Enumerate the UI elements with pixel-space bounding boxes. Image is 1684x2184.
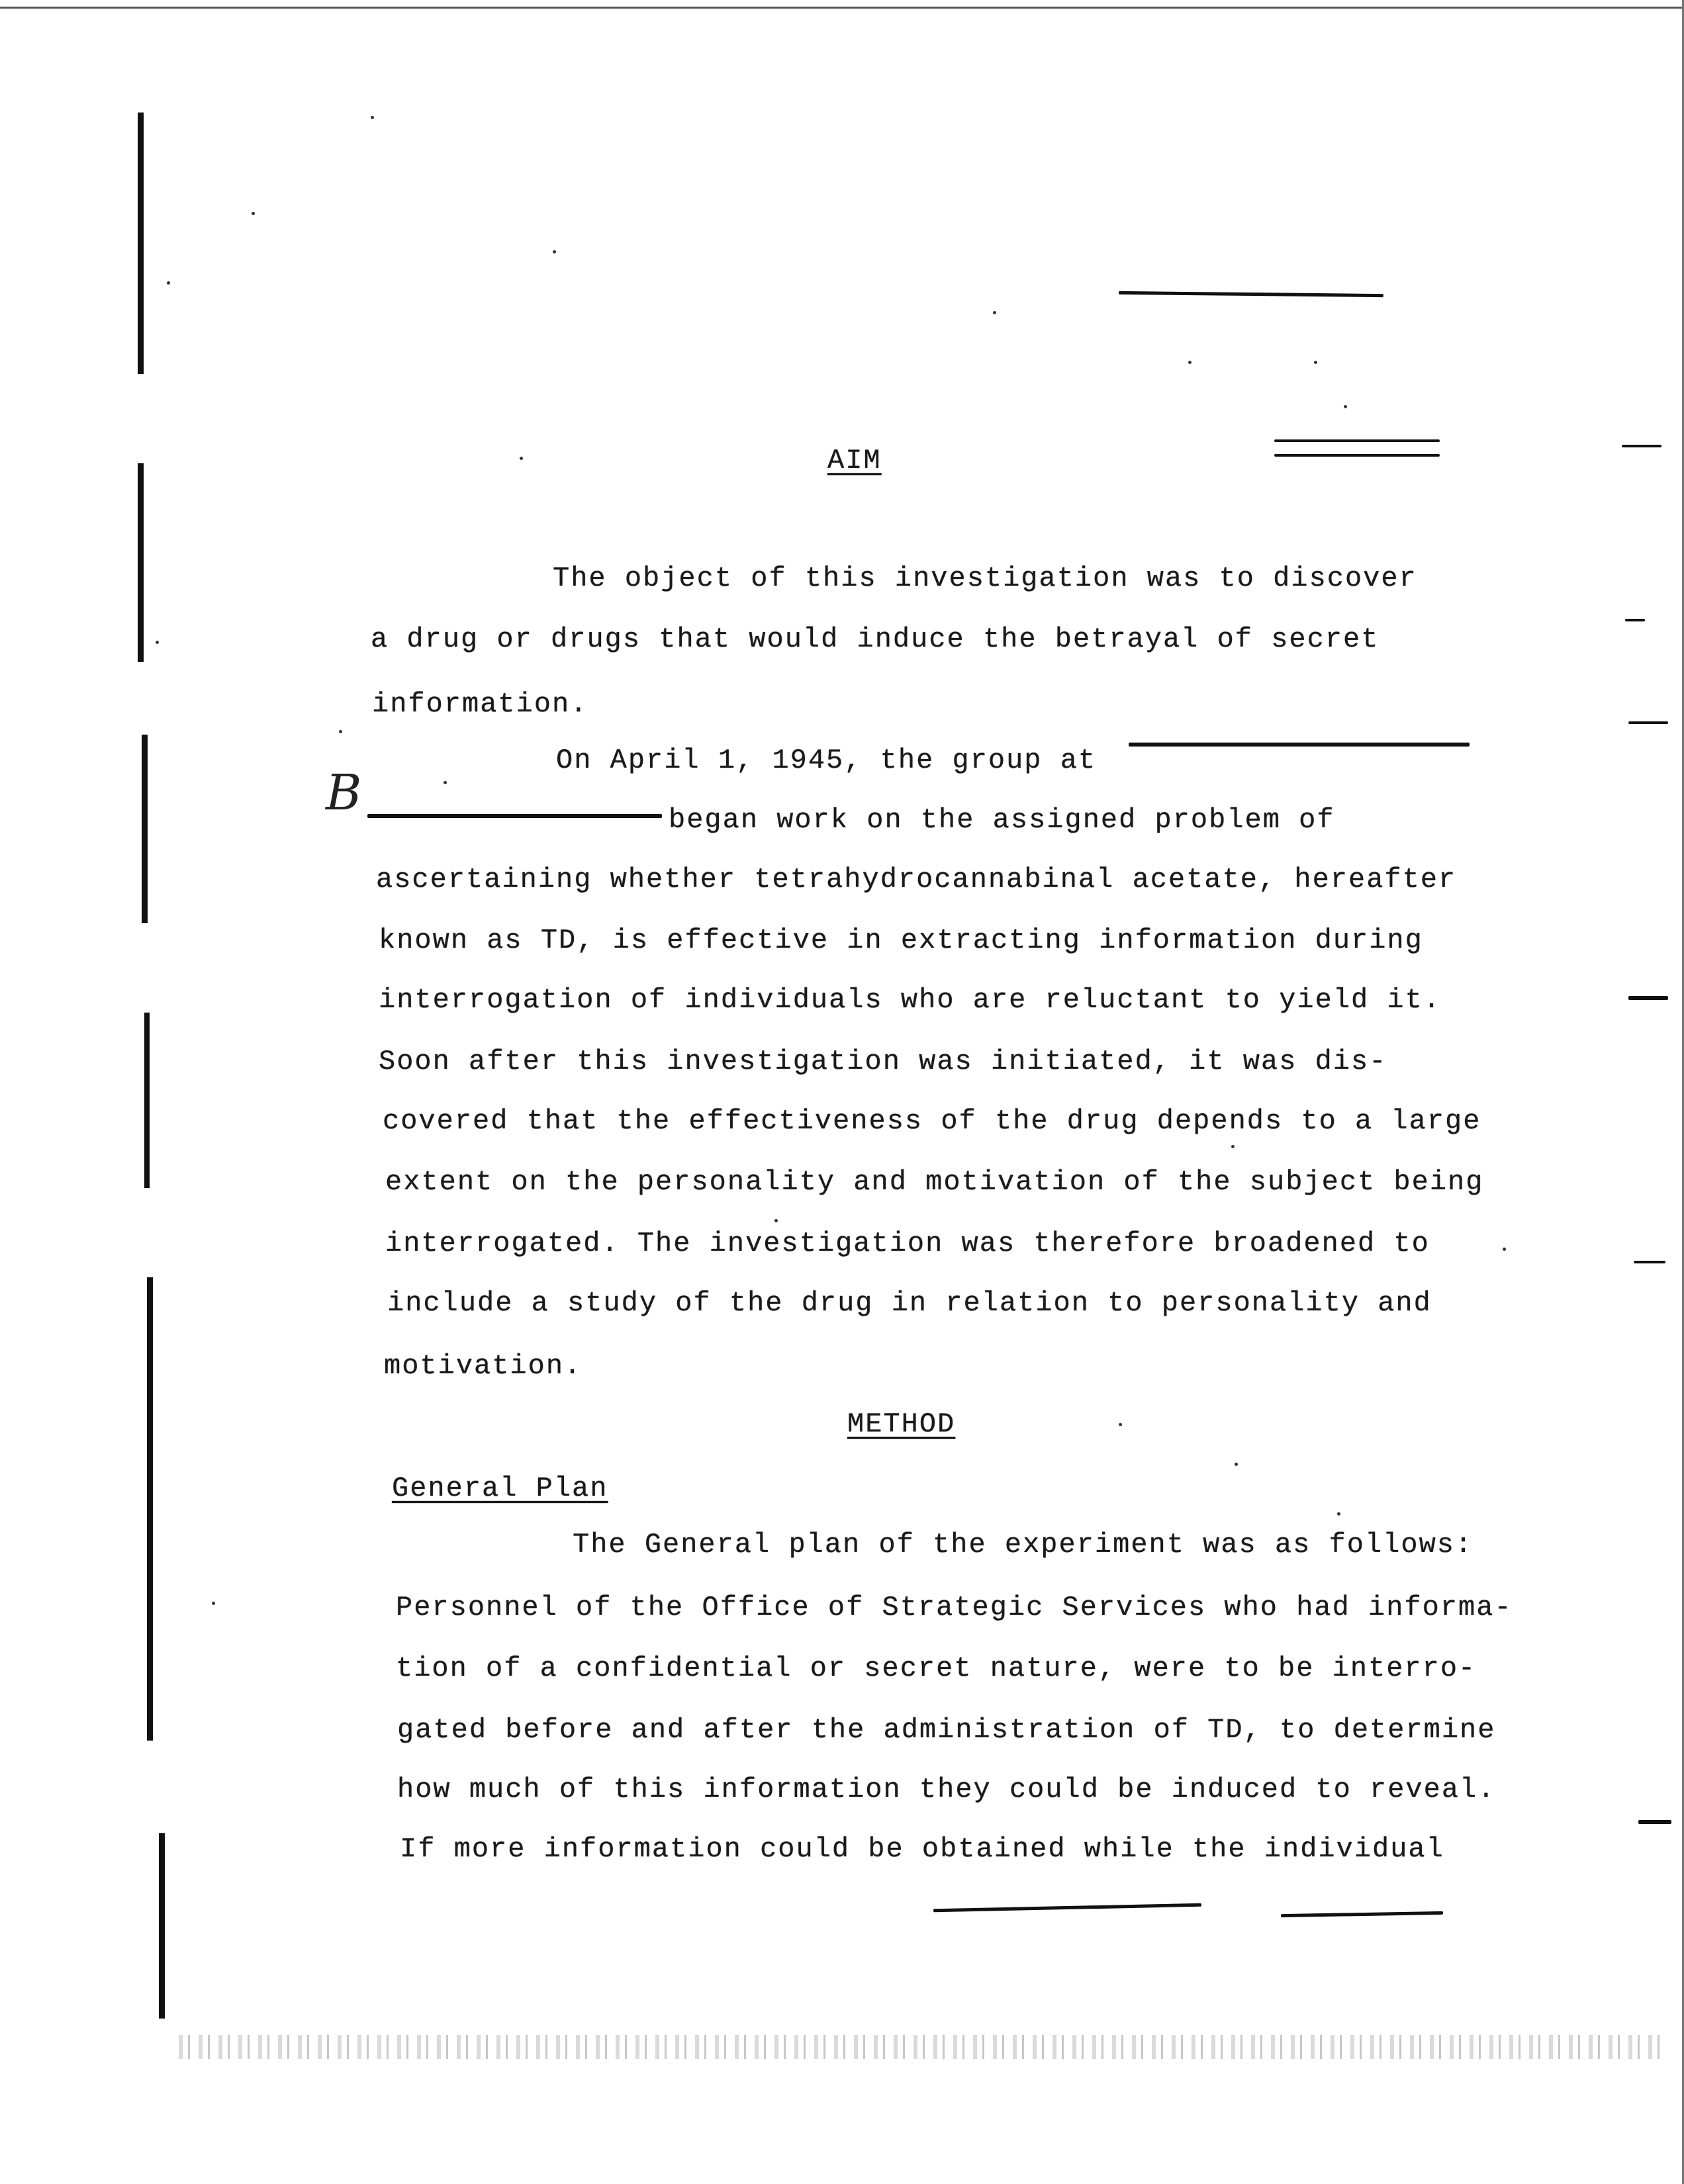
margin-bar [144,1013,150,1188]
speck [444,781,447,784]
speck [553,250,556,253]
edge-tick [1628,996,1668,1000]
paragraph-line: If more information could be obtained while the individual [400,1833,1444,1865]
paragraph-line: a drug or drugs that would induce the betrayal of secret [371,623,1380,655]
margin-bar [147,1277,153,1741]
paragraph-line: interrogated. The investigation was therefore broadened to [385,1228,1430,1259]
margin-bar [159,1833,165,2019]
paragraph-line: how much of this information they could be induced to reveal. [397,1774,1496,1805]
aim-heading: AIM [827,445,882,477]
redaction-line [367,814,662,818]
redaction-line [933,1903,1201,1912]
paragraph-line: On April 1, 1945, the group at [556,745,1097,776]
speck [252,212,255,215]
paragraph-line: information. [372,688,588,720]
paragraph-line: include a study of the drug in relation to personality and [387,1287,1432,1319]
method-heading: METHOD [847,1408,956,1440]
paragraph-line: Personnel of the Office of Strategic Services who had informa- [396,1592,1513,1623]
margin-bar [138,113,144,374]
paragraph-line: began work on the assigned problem of [669,804,1335,836]
paragraph-line: known as TD, is effective in extracting information during [379,925,1423,956]
paragraph-line: tion of a confidential or secret nature, were to be interro- [396,1653,1477,1684]
general-plan-subheading: General Plan [392,1473,608,1504]
speck [1235,1463,1238,1466]
edge-tick [1625,619,1645,621]
speck [167,281,170,285]
speck [156,641,159,644]
speck [993,311,996,314]
speck [1314,361,1317,364]
speck [1337,1512,1340,1516]
redaction-line [1119,291,1383,297]
redaction-line [1274,454,1440,457]
paragraph-line: ascertaining whether tetrahydrocannabinal acetate, hereafter [376,864,1457,895]
paragraph-line: covered that the effectiveness of the drug depends to a large [383,1105,1481,1137]
paragraph-line: extent on the personality and motivation of the subject being [385,1166,1484,1198]
speck [1188,361,1192,364]
paragraph-line: motivation. [384,1350,583,1382]
margin-handwritten-mark: B [326,764,362,821]
speck [1503,1248,1506,1251]
edge-tick [1622,445,1661,447]
speck [371,116,374,119]
edge-tick [1638,1820,1671,1824]
page-top-edge [0,7,1684,9]
speck [774,1219,778,1222]
speck [212,1602,215,1605]
edge-tick [1634,1261,1665,1263]
speck [339,730,342,733]
paragraph-line: Soon after this investigation was initiated, it was dis- [379,1046,1387,1077]
margin-bar [138,463,144,662]
redaction-line [1281,1911,1443,1917]
speck [1119,1423,1122,1426]
paragraph-line: The object of this investigation was to discover [553,563,1417,594]
paragraph-line: interrogation of individuals who are reluctant to yield it. [379,984,1442,1016]
speck [1231,1145,1235,1148]
speck [520,457,523,460]
paragraph-line: gated before and after the administration of TD, to determine [397,1714,1496,1746]
speck [1344,405,1347,408]
redaction-line [1129,743,1470,747]
redaction-line [1274,439,1440,442]
scan-noise [179,2035,1668,2059]
paragraph-line: The General plan of the experiment was as follows: [573,1529,1474,1561]
margin-bar [142,735,148,923]
edge-tick [1628,721,1668,724]
